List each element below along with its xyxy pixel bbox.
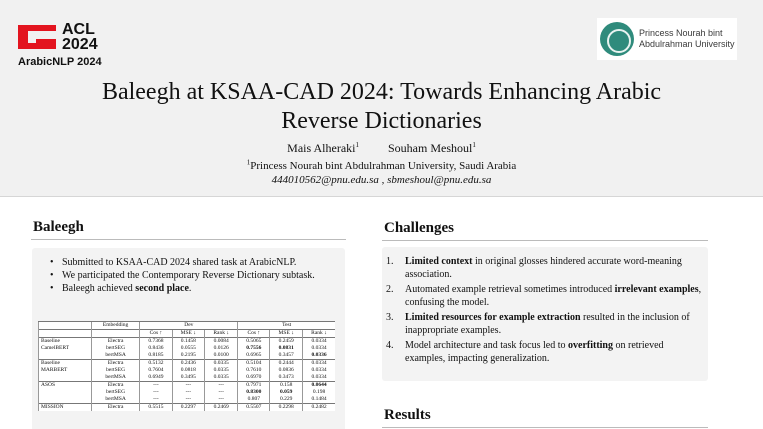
list-item: • Baleegh achieved second place. xyxy=(50,282,340,295)
divider xyxy=(382,240,708,241)
list-item: 2. Automated example retrieval sometimes introduced irrelevant examples, confusing the model. xyxy=(386,284,702,308)
table-header: MSE ↓ xyxy=(172,330,205,338)
divider xyxy=(382,427,708,428)
author-list xyxy=(0,141,763,156)
list-item: 3. Limited resources for example extraction resulted in the inclusion of inappropriate examples. xyxy=(386,312,690,336)
divider xyxy=(31,239,346,240)
author: Souham Meshoul$^1$ xyxy=(387,141,476,155)
workshop-name: ArabicNLP 2024 xyxy=(18,56,102,68)
section-heading-challenges: Challenges xyxy=(384,220,455,236)
table-header: Cos ↑ xyxy=(238,330,270,338)
table-header: Rank ↓ xyxy=(303,330,335,338)
university-logo-line-2: Abdulrahman University xyxy=(639,39,735,49)
table-header: Test xyxy=(238,322,335,330)
table-row: MARBERT bertSEG 0.7604 0.0818 0.0335 0.7610 0.0836 0.0334 xyxy=(39,367,336,374)
results-table xyxy=(38,321,335,411)
university-logo xyxy=(597,18,737,60)
university-seal-icon xyxy=(600,22,634,56)
author-emails: 444010562@pnu.edu.sa , sbmeshoul@pnu.edu.sa xyxy=(271,174,492,186)
table-row: MISSION Electra 0.5515 0.2297 0.2469 0.5507 0.2298 0.2482 xyxy=(39,404,336,412)
section-heading-results: Results xyxy=(384,407,431,423)
list-item: 1. Limited context in original glosses hindered accurate word-meaning association. xyxy=(386,256,682,280)
table-row: bertSEG --- --- --- 0.8300 0.059 0.198 xyxy=(39,389,336,396)
acl-logo-icon xyxy=(18,25,56,49)
table-header: MSE ↓ xyxy=(270,330,303,338)
conference-name: ACL xyxy=(62,21,95,38)
baleegh-bullets xyxy=(50,256,340,295)
table-row: Baseline Electra 0.7368 0.1458 0.0084 0.5065 0.2459 0.0334 xyxy=(39,338,336,346)
conference-year: 2024 xyxy=(62,36,98,53)
table-row: ASOS Electra --- --- --- 0.7971 0.158 0.0644 xyxy=(39,382,336,390)
table-row: Baseline Electra 0.5132 0.2436 0.0335 0.5104 0.2444 0.0334 xyxy=(39,360,336,368)
table-header: Cos ↑ xyxy=(140,330,172,338)
table-header: Embedding xyxy=(91,322,140,330)
affiliation: $^1$Princess Nourah bint Abdulrahman University, Saudi Arabia xyxy=(246,158,517,172)
table-row: bertMSA 0.8185 0.2195 0.0100 0.6965 0.3457 0.0336 xyxy=(39,352,336,360)
table-row: CamelBERT bertSEG 0.8436 0.0555 0.0126 0.7556 0.0831 0.0334 xyxy=(39,345,336,352)
table-header: Dev xyxy=(140,322,238,330)
acl-logo xyxy=(18,22,98,52)
university-logo-line-1: Princess Nourah bint xyxy=(639,28,723,38)
poster-title: Baleegh at KSAA-CAD 2024: Towards Enhancing Arabic Reverse Dictionaries xyxy=(101,79,662,134)
section-heading-baleegh: Baleegh xyxy=(33,219,84,235)
list-item: • Submitted to KSAA-CAD 2024 shared task at ArabicNLP. xyxy=(50,256,340,269)
table-row: bertMSA 0.6949 0.3495 0.0335 0.6970 0.3473 0.0334 xyxy=(39,374,336,382)
table-header: Rank ↓ xyxy=(205,330,238,338)
list-item: • We participated the Contemporary Reverse Dictionary subtask. xyxy=(50,269,340,282)
table-row: bertMSA --- --- --- 0.807 0.229 0.1484 xyxy=(39,396,336,404)
list-item: 4. Model architecture and task focus led to overfitting on retrieved examples, impacting generalization. xyxy=(386,340,664,364)
challenges-list xyxy=(386,255,702,367)
author: Mais Alheraki$^1$ xyxy=(287,141,359,155)
poster-header xyxy=(0,0,763,197)
